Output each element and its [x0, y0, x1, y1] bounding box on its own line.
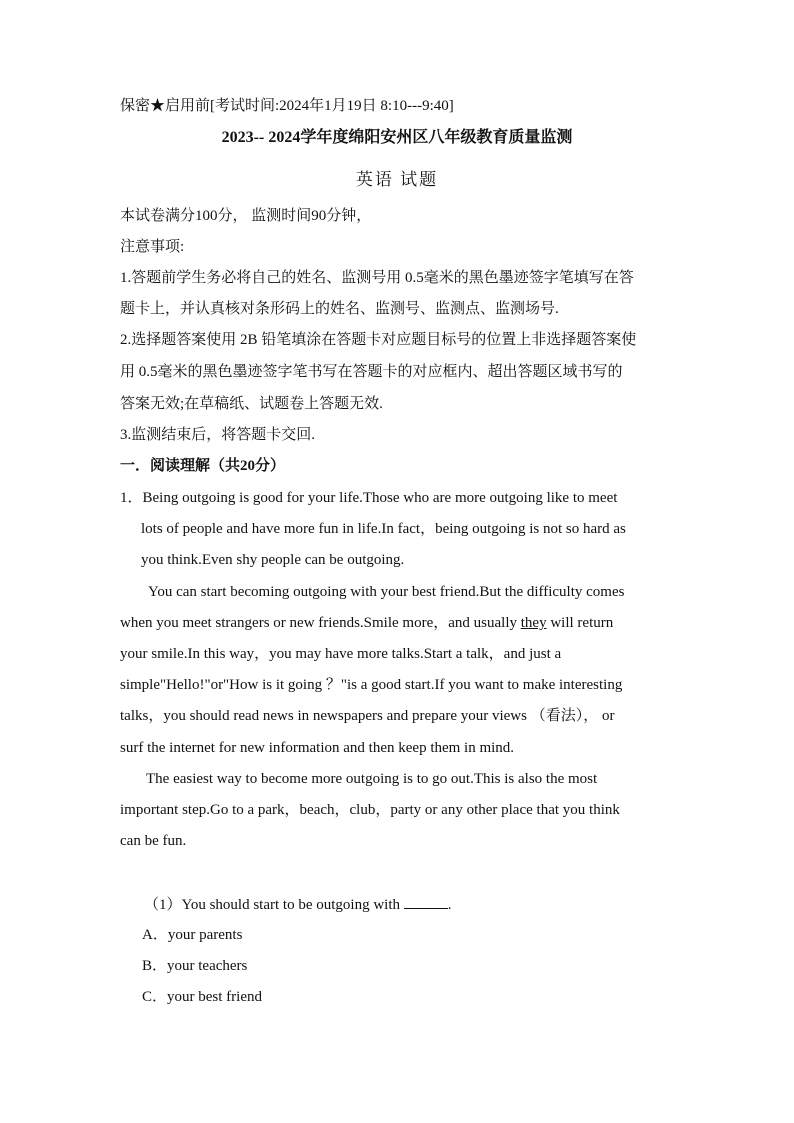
option-c-letter: C． — [142, 989, 168, 1005]
passage-p3-line-1: The easiest way to become more outgoing is to go out.This is also the most — [146, 771, 598, 787]
option-c-text: your best friend — [167, 989, 262, 1005]
option-a-text: your parents — [167, 927, 243, 943]
option-c — [142, 987, 262, 1007]
instruction-1-line-1: 1.答题前学生务必将自己的姓名、监测号用 0.5毫米的黑色墨迹签字笔填写在答 — [120, 270, 634, 286]
passage-p2-line-6: surf the internet for new information and then keep them in mind. — [120, 740, 515, 756]
passage-p3-line-2: important step.Go to a park，beach，club，party or any other place that you think — [120, 802, 620, 818]
instruction-2-line-1: 2.选择题答案使用 2B 铅笔填涂在答题卡对应题目标号的位置上非选择题答案使 — [120, 332, 637, 348]
passage-p2-line-2-end: will return — [546, 615, 614, 631]
subject-title: 英语 试题 — [355, 170, 439, 189]
passage-p2-line-2-start: when you meet strangers or new friends.Smile more，and usually — [120, 615, 521, 631]
passage-p2-line-2 — [120, 613, 613, 633]
answer-blank — [404, 894, 448, 909]
passage-p1-line-1: 1．Being outgoing is good for your life.Those who are more outgoing like to meet — [120, 490, 618, 506]
question-1-period: . — [447, 897, 452, 913]
option-b-letter: B． — [142, 958, 168, 974]
option-b — [142, 956, 247, 976]
option-a — [142, 925, 242, 945]
passage-p2-line-1: You can start becoming outgoing with your best friend.But the difficulty comes — [148, 584, 625, 600]
passage-p1-line-3: you think.Even shy people can be outgoing. — [141, 552, 405, 568]
instruction-1-line-2: 题卡上，并认真核对条形码上的姓名、监测号、监测点、监测场号. — [120, 301, 559, 317]
instruction-3: 3.监测结束后，将答题卡交回. — [120, 427, 316, 443]
section-heading: 一．阅读理解（共20分） — [120, 458, 286, 474]
passage-p3-line-3: can be fun. — [120, 833, 187, 849]
passage-p2-line-5: talks，you should read news in newspapers and prepare your views （看法）， or — [120, 708, 615, 724]
question-1-text: （1）You should start to be outgoing with — [144, 897, 400, 913]
passage-p2-line-3: your smile.In this way，you may have more talks.Start a talk，and just a — [120, 646, 562, 662]
option-a-letter: A． — [142, 927, 168, 943]
instruction-2-line-3: 答案无效;在草稿纸、试题卷上答题无效. — [120, 396, 383, 412]
passage-p1-line-2: lots of people and have more fun in life.In fact，being outgoing is not so hard as — [141, 521, 626, 537]
confidential-header: 保密★启用前[考试时间:2024年1月19日 8:10---9:40] — [120, 98, 454, 114]
option-b-text: your teachers — [167, 958, 248, 974]
exam-title: 2023-- 2024学年度绵阳安州区八年级教育质量监测 — [221, 129, 573, 146]
score-time-note: 本试卷满分100分， 监测时间90分钟， — [120, 208, 372, 224]
notice-heading: 注意事项: — [120, 239, 185, 255]
passage-p2-line-4: simple"Hello!"or"How is it going ？"is a good start.If you want to make interesting — [120, 677, 623, 693]
underlined-word-they: they — [520, 615, 547, 631]
instruction-2-line-2: 用 0.5毫米的黑色墨迹签字笔书写在答题卡的对应框内、超出答题区域书写的 — [120, 364, 623, 380]
question-1-stem — [144, 894, 452, 915]
